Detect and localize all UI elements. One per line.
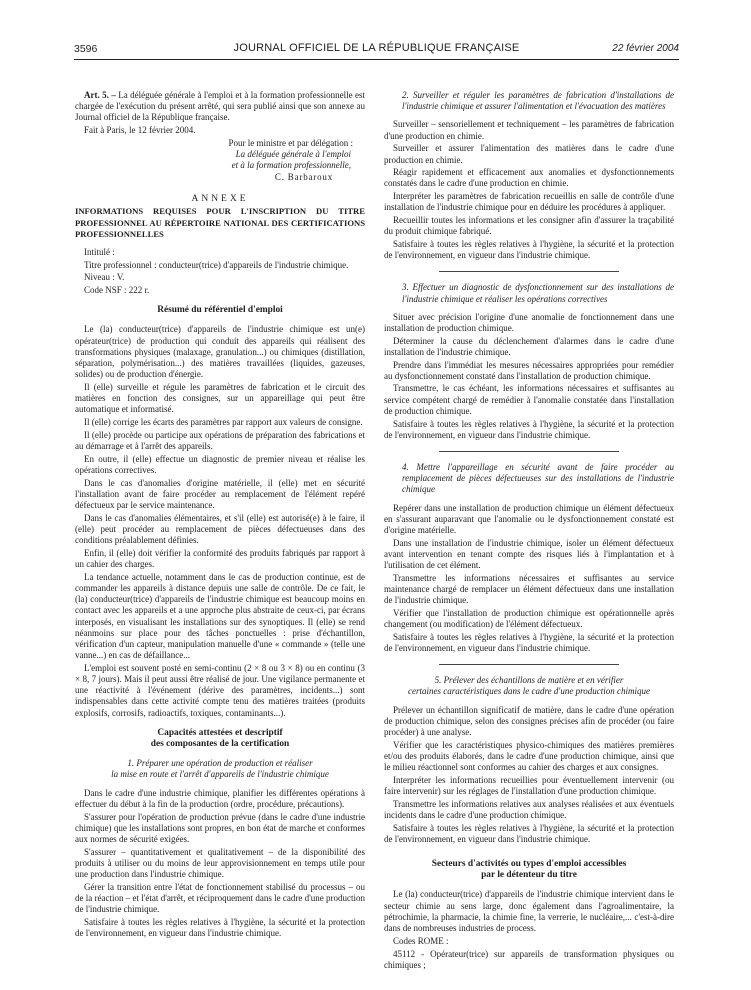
- secteurs-title-line-2: par le détenteur du titre: [481, 870, 577, 881]
- article-5: [75, 90, 365, 124]
- rome-code-line: 45112 - Opérateur(trice) sur appareils de transformation physiques ou chimiques ;: [384, 948, 674, 970]
- journal-title: JOURNAL OFFICIEL DE LA RÉPUBLIQUE FRANÇAISE: [233, 42, 520, 54]
- competence-5-paragraph: Interpréter les informations recueillies pour éventuellement intervenir (ou faire intervenir) sur les réglages de l'installation d'une production chimique.: [384, 774, 674, 797]
- intitule-label: Intitulé :: [84, 246, 115, 257]
- resume-title: Résumé du référentiel d'emploi: [157, 305, 283, 316]
- article-text: La déléguée générale à l'emploi et à la formation professionnelle est chargée de l'exécution du présent arrêté, qui sera publié ainsi que son annexe au Journal officiel de la République française.: [75, 90, 365, 123]
- section-separator: [439, 271, 619, 272]
- section-separator: [439, 451, 619, 452]
- competence-3-paragraph: Situer avec précision l'origine d'une anomalie de fonctionnement dans une installation de production chimique.: [384, 311, 674, 333]
- right-column: [384, 90, 674, 972]
- competence-5-title-line-2: certaines caractéristiques dans le cadre d'une production chimique: [408, 686, 650, 697]
- code-nsf: Code NSF : 222 r.: [84, 285, 150, 296]
- competence-5-paragraph: Vérifier que les caractéristiques physico-chimiques des matières premières et/ou des produits élaborés, dans le cadre d'une production chimique, ainsi que le milieu réactionnel sont conformes au cahier des charges et aux consignes.: [384, 739, 674, 773]
- competence-2-paragraph: Interpréter les paramètres de fabrication recueillis en salle de contrôle d'une installation de l'industrie chimique pour en déduire les procédures à appliquer.: [384, 191, 674, 213]
- competence-1-paragraph: Gérer la transition entre l'état de fonctionnement stabilisé du processus – ou de la réaction – et l'état d'arrêt, et réciproquement dans le cadre d'une production de l'industrie chimique.: [75, 881, 365, 915]
- competence-1-paragraph: Satisfaire à toutes les règles relatives à l'hygiène, la sécurité et la protection de l'environnement, en vigueur dans l'industrie chimique.: [75, 916, 365, 939]
- competence-1-title-line-1: 1. Préparer une opération de production et réaliser: [127, 758, 313, 769]
- niveau: Niveau : V.: [84, 272, 125, 283]
- left-column: [75, 90, 365, 941]
- competence-1-paragraph: S'assurer pour l'opération de production prévue (dans le cadre d'une industrie chimique) que les installations sont propres, en bon état de marche et conformes aux normes de sécurité exigées.: [75, 811, 365, 844]
- resume-paragraph: Dans le cas d'anomalies élémentaires, et s'il (elle) est autorisé(e) à le faire, il (elle) peut procéder au remplacement de pièces défectueuses dans des conditions préalablement définies.: [75, 512, 365, 546]
- resume-paragraph: Il (elle) corrige les écarts des paramètres par rapport aux valeurs de consigne.: [84, 417, 363, 428]
- resume-paragraph: Il (elle) surveille et régule les paramètres de fabrication et le circuit des matières en fonction des consignes, sur un appareillage qui peut être automatique et informatisé.: [75, 381, 365, 415]
- competence-3-paragraph: Prendre dans l'immédiat les mesures nécessaires appropriées pour remédier au dysfonctionnement constaté dans l'installation de production chimique.: [384, 359, 674, 381]
- resume-paragraph: En outre, il (elle) effectue un diagnostic de premier niveau et réalise les opérations correctives.: [75, 453, 365, 475]
- competence-2-paragraph: Surveiller – sensoriellement et techniquement – les paramètres de fabrication d'une production en chimie.: [384, 119, 674, 141]
- competence-4-paragraph: Dans une installation de l'industrie chimique, isoler un élément défectueux avant intervention en tenant compte des risques liés à l'implantation et à l'utilisation de cet élément.: [384, 537, 674, 571]
- issue-date: 22 février 2004: [612, 43, 679, 54]
- article-label: Art. 5. –: [84, 90, 116, 100]
- competence-4-paragraph: Vérifier que l'installation de production chimique est opérationnelle après changement (ou modification) de l'élément défectueux.: [384, 607, 674, 630]
- competence-4-title: 4. Mettre l'appareillage en sécurité avant de faire procéder au remplacement de pièces défectueuses sur des installations de l'industrie chimique: [402, 461, 674, 495]
- competence-1-title-line-2: la mise en route et l'arrêt d'appareils de l'industrie chimique: [111, 769, 329, 780]
- competence-2-paragraph: Satisfaire à toutes les règles relatives à l'hygiène, la sécurité et la protection de l'environnement, en vigueur dans l'industrie chimique.: [384, 238, 674, 261]
- signature-line-2: La déléguée générale à l'emploi: [235, 149, 351, 160]
- competence-2-paragraph: Recueillir toutes les informations et les consigner afin d'assurer la traçabilité du produit chimique fabriqué.: [384, 215, 674, 237]
- competence-3-paragraph: Satisfaire à toutes les règles relatives à l'hygiène, la sécurité et la protection de l'environnement, en vigueur dans l'industrie chimique.: [384, 418, 674, 440]
- competence-4-paragraph: Repérer dans une installation de production chimique un élément défectueux en s'assurant auparavant que l'anomalie ou le dysfonctionnement constaté est d'origine matérielle.: [384, 502, 674, 535]
- competence-2-paragraph: Surveiller et assurer l'alimentation des matières dans le cadre d'une production en chimie.: [384, 143, 674, 165]
- section-separator: [439, 664, 619, 665]
- codes-rome-label: Codes ROME :: [393, 935, 449, 946]
- competence-4-paragraph: Transmettre les informations nécessaires et suffisantes au service maintenance chargé de remplacer un élément défectueux dans une installation de l'industrie chimique.: [384, 572, 674, 606]
- competence-2-title: 2. Surveiller et réguler les paramètres de fabrication d'installations de l'industrie chimique et assurer l'alimentation et l'évacuation des matières: [402, 90, 674, 112]
- header-rule: [74, 59, 679, 60]
- competence-5-title-line-1: 5. Prélever des échantillons de matière et en vérifier: [434, 675, 624, 686]
- signature-line-1: Pour le ministre et par délégation :: [228, 137, 353, 148]
- annexe-title: INFORMATIONS REQUISES POUR L'INSCRIPTION DU TITRE PROFESSIONNEL AU RÉPERTOIRE NATIONAL DES CERTIFICATIONS PROFESSIONNELLES: [75, 206, 365, 239]
- page-header: [74, 40, 679, 58]
- page-number: 3596: [74, 43, 98, 55]
- competence-3-paragraph: Déterminer la cause du déclenchement d'alarmes dans le cadre d'une installation de l'industrie chimique.: [384, 335, 674, 357]
- capacites-title-line-1: Capacités attestées et descriptif: [157, 727, 283, 738]
- resume-paragraph: L'emploi est souvent posté en semi-continu (2 × 8 ou 3 × 8) ou en continu (3 × 8, 7 jours). Mais il peut aussi être réalisé de jour. Une vigilance permanente et une réactivité à l'événement (dérive des paramètres, incidents...) sont indispensables dans cette activité compte tenu des matières traitées (produits explosifs, corrosifs, radioactifs, toxiques, contaminants...).: [75, 662, 365, 718]
- competence-3-paragraph: Transmettre, le cas échéant, les informations nécessaires et suffisantes au service compétent chargé de remédier à l'anomalie constatée dans l'installation de production chimique.: [384, 383, 674, 416]
- competence-2-paragraph: Réagir rapidement et efficacement aux anomalies et dysfonctionnements constatés dans le cadre d'une production en chimie.: [384, 167, 674, 189]
- competence-3-title: 3. Effectuer un diagnostic de dysfonctionnement sur des installations de l'industrie chimique et réaliser les opérations correctives: [402, 282, 674, 304]
- competence-1-paragraph: S'assurer – quantitativement et qualitativement – de la disponibilité des produits à utiliser ou du moins de leur approvisionnement en temps utile pour une production dans l'industrie chimique.: [75, 846, 365, 880]
- competence-5-paragraph: Prélever un échantillon significatif de matière, dans le cadre d'une opération de production chimique, selon des consignes précises afin de procéder (ou faire procéder) à une analyse.: [384, 704, 674, 738]
- resume-paragraph: Le (la) conducteur(trice) d'appareils de l'industrie chimique est un(e) opérateur(trice) de production qui conduit des appareils qui réalisent des transformations physiques (malaxage, granulation...) ou chimiques (distillation, séparation, polymérisation...) des matières travaillées (liquides, gazeuses, solides) ou de production d'énergie.: [75, 324, 365, 380]
- competence-4-paragraph: Satisfaire à toutes les règles relatives à l'hygiène, la sécurité et la protection de l'environnement, en vigueur dans l'industrie chimique.: [384, 631, 674, 654]
- titre-professionnel: Titre professionnel : conducteur(trice) d'appareils de l'industrie chimique.: [84, 259, 349, 270]
- annexe-heading: ANNEXE: [191, 193, 249, 204]
- resume-paragraph: Enfin, il (elle) doit vérifier la conformité des produits fabriqués par rapport à un cahier des charges.: [75, 547, 365, 570]
- resume-paragraph: Il (elle) procède ou participe aux opérations de préparation des fabrications et au démarrage et à l'arrêt des appareils.: [75, 429, 365, 451]
- resume-paragraph: La tendance actuelle, notamment dans le cas de production continue, est de commander les appareils à distance depuis une salle de contrôle. De ce fait, le (la) conducteur(trice) d'appareils de l'industrie chimique est beaucoup moins en contact avec les appareils et a une approche plus abstraite de ceux-ci, par écrans interposés, en visualisant les installations sur des synoptiques. Il (elle) se rend néanmoins sur place pour des tâches ponctuelles : prise d'échantillon, vérification d'un capteur, manipulation manuelle d'une « commande » (telle une vanne...) en cas de défaillance...: [75, 571, 365, 661]
- competence-5-paragraph: Satisfaire à toutes les règles relatives à l'hygiène, la sécurité et la protection de l'environnement, en vigueur dans l'industrie chimique.: [384, 822, 674, 844]
- resume-paragraph: Dans le cas d'anomalies d'origine matérielle, il (elle) met en sécurité l'installation avant de faire procéder au remplacement de l'élément repéré défectueux par le service maintenance.: [75, 477, 365, 510]
- signature-line-3: et à la formation professionnelle,: [231, 160, 351, 171]
- secteurs-paragraph: Le (la) conducteur(trice) d'appareils de l'industrie chimique intervient dans le secteur chimie au sens large, donc également dans l'agroalimentaire, la pétrochimie, la pharmacie, la chimie fine, la verrerie, le nucléaire,... c'est-à-dire dans de nombreuses industries de process.: [384, 889, 674, 934]
- capacites-title-line-2: des composantes de la certification: [150, 739, 290, 750]
- competence-1-paragraph: Dans le cadre d'une industrie chimique, planifier les différentes opérations à effectuer du début à la fin de la production (ordre, procédure, précautions).: [75, 787, 365, 809]
- secteurs-title-line-1: Secteurs d'activités ou types d'emploi accessibles: [431, 859, 627, 870]
- competence-5-paragraph: Transmettre les informations relatives aux analyses réalisées et aux éventuels incidents dans le cadre d'une production chimique.: [384, 798, 674, 820]
- fait-line: Fait à Paris, le 12 février 2004.: [84, 125, 196, 136]
- signature-name: C. Barbaroux: [274, 172, 333, 183]
